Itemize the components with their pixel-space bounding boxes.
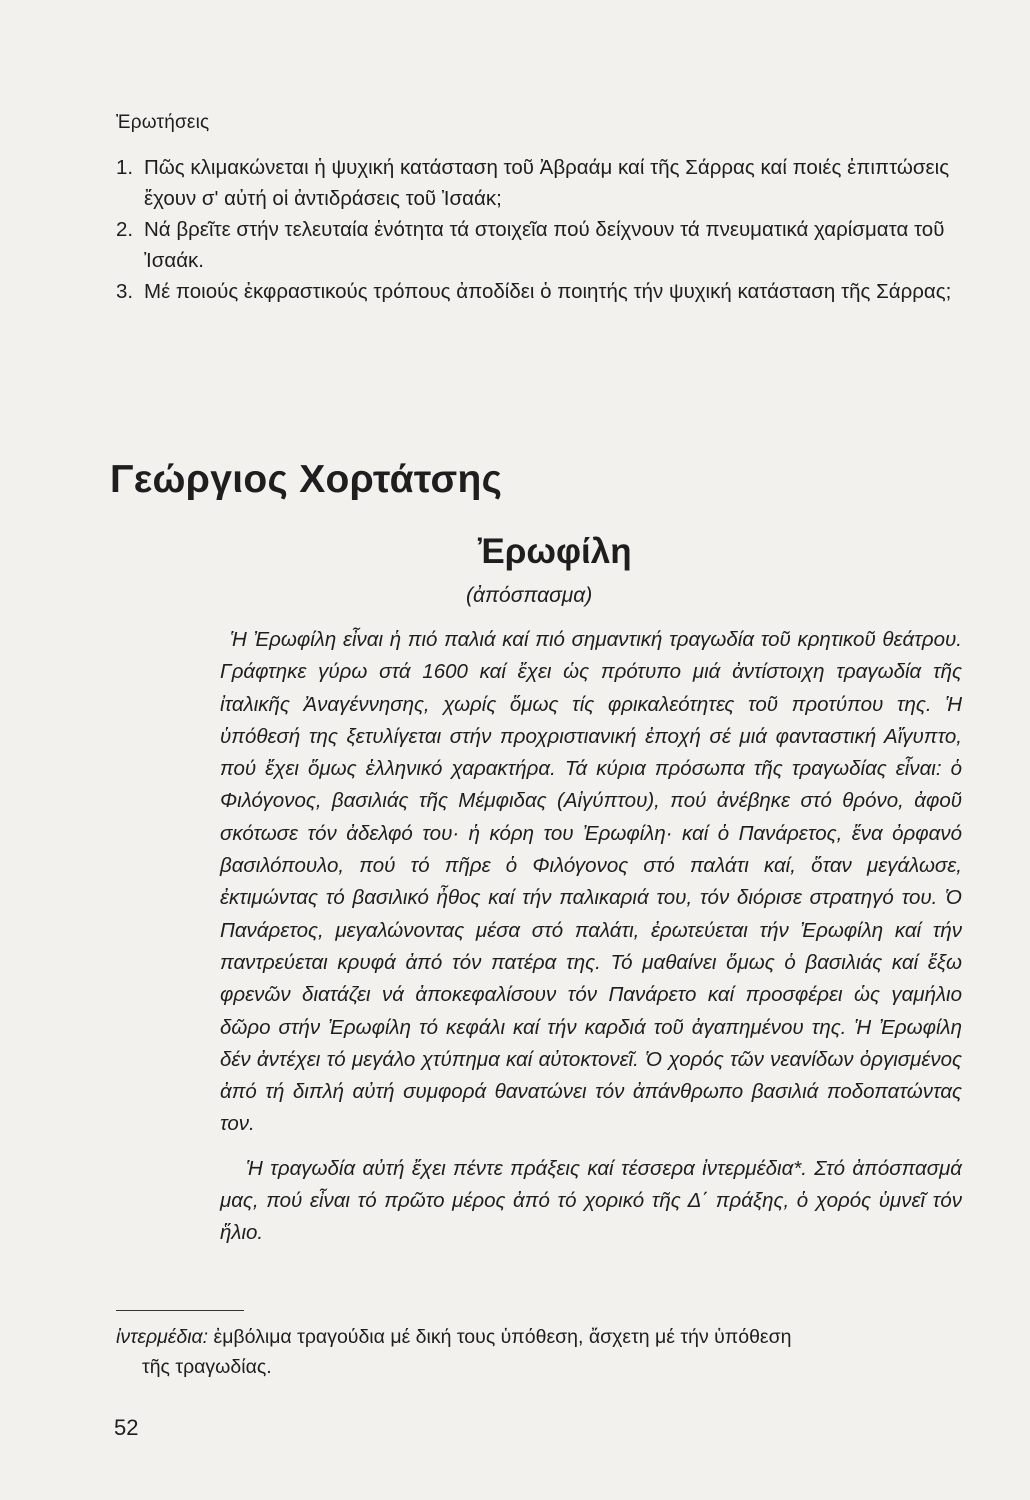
question-number: 1.	[116, 156, 134, 179]
work-title: Ἐρωφίλη	[478, 532, 632, 571]
question-item	[116, 214, 961, 276]
intro-paragraph: Ἡ τραγωδία αὐτή ἔχει πέντε πράξεις καί τέσσερα ἰντερμέδια*. Στό ἀπόσπασμά μας, πού εἶναι τό πρῶτο μέρος ἀπό τό χορικό τῆς Δ΄ πράξης, ὁ χορός ὑμνεῖ τόν ἥλιο.	[220, 1156, 962, 1245]
intro-text	[220, 624, 962, 1250]
page-number: 52	[114, 1415, 139, 1440]
question-text: Νά βρεῖτε στήν τελευταία ἑνότητα τά στοιχεῖα πού δείχνουν τά πνευματικά χαρίσματα τοῦ Ἰσαάκ.	[144, 218, 945, 272]
work-subtitle: (ἀπόσπασμα)	[466, 584, 593, 607]
intro-paragraph: Ἡ Ἐρωφίλη εἶναι ἡ πιό παλιά καί πιό σημαντική τραγωδία τοῦ κρητικοῦ θεάτρου. Γράφτηκε γύρω στά 1600 καί ἔχει ὡς πρότυπο μιά ἀντίστοιχη τραγωδία τῆς ἰταλικῆς Ἀναγέννησης, χωρίς ὅμως τίς φρικαλεότητες τοῦ προτύπου της. Ἡ ὑπόθεσή της ξετυλίγεται στήν προχριστιανική ἐποχή σέ μιά φανταστική Αἴγυπτο, πού ἔχει ὅμως ἑλληνικό χαρακτήρα. Τά κύρια πρόσωπα τῆς τραγωδίας εἶναι: ὁ Φιλόγονος, βασιλιάς τῆς Μέμφιδας (Αἰγύπτου), πού ἀνέβηκε στό θρόνο, ἀφοῦ σκότωσε τόν ἀδελφό του· ἡ κόρη του Ἐρωφίλη· καί ὁ Πανάρετος, ἕνα ὀρφανό βασιλόπουλο, πού τό πῆρε ὁ Φιλόγονος στό παλάτι καί, ὅταν μεγάλωσε, ἐκτιμώντας τό βασιλικό ἦθος καί τήν παλικαριά του, τόν διόρισε στρατηγό του. Ὁ Πανάρετος, μεγαλώνοντας μέσα στό παλάτι, ἐρωτεύεται τήν Ἐρωφίλη καί τήν παντρεύεται κρυφά ἀπό τόν πατέρα της. Τό μαθαίνει ὅμως ὁ βασιλιάς καί ἔξω φρενῶν διατάζει νά ἀποκεφαλίσουν τόν Πανάρετο καί προσφέρει ὡς γαμήλιο δῶρο στήν Ἐρωφίλη τό κεφάλι καί τήν καρδιά τοῦ ἀγαπημένου της. Ἡ Ἐρωφίλη δέν ἀντέχει τό μεγάλο χτύπημα καί αὐτοκτονεῖ. Ὁ χορός τῶν νεανίδων ὀργισμένος ἀπό τή διπλή αὐτή συμφορά θανατώνει τόν ἀπάνθρωπο βασιλιά ποδοπατώντας τον.	[220, 628, 962, 1136]
questions-list	[116, 152, 961, 307]
question-number: 2.	[116, 218, 134, 241]
question-item	[116, 152, 961, 214]
question-text: Μέ ποιούς ἐκφραστικούς τρόπους ἀποδίδει ὁ ποιητής τήν ψυχική κατάσταση τῆς Σάρρας;	[144, 280, 952, 303]
footnote	[116, 1322, 961, 1382]
author-name: Γεώργιος Χορτάτσης	[110, 458, 503, 501]
footnote-continuation: τῆς τραγωδίας.	[142, 1356, 272, 1378]
question-item	[116, 276, 961, 307]
question-number: 3.	[116, 280, 134, 303]
question-text: Πῶς κλιμακώνεται ἡ ψυχική κατάσταση τοῦ Ἀβραάμ καί τῆς Σάρρας καί ποιές ἐπιπτώσεις ἔχουν σ' αὐτή οἱ ἀντιδράσεις τοῦ Ἰσαάκ;	[144, 156, 950, 210]
footnote-term: ἰντερμέδια:	[116, 1326, 209, 1348]
footnote-definition: ἐμβόλιμα τραγούδια μέ δική τους ὑπόθεση, ἄσχετη μέ τήν ὑπόθεση	[213, 1326, 792, 1348]
footnote-divider	[116, 1310, 244, 1311]
questions-heading: Ἐρωτήσεις	[116, 112, 210, 133]
